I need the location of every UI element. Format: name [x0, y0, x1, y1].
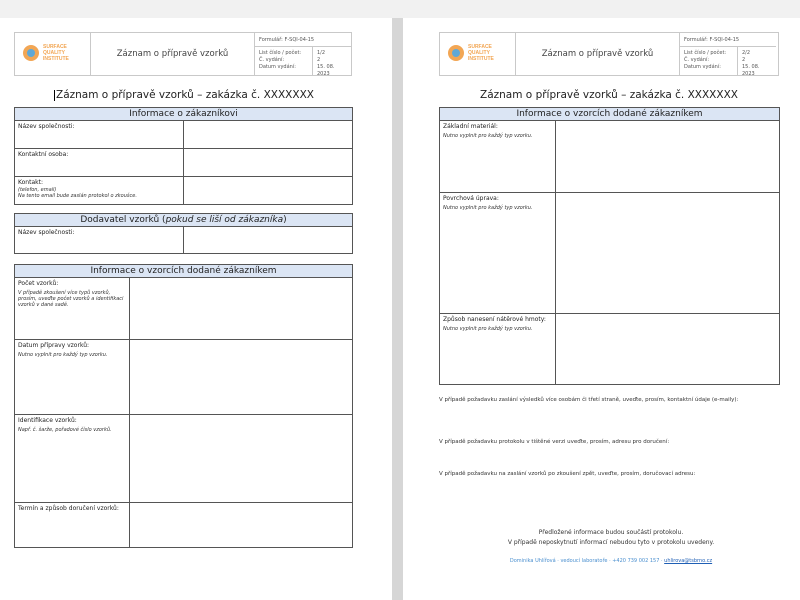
supplier-table	[14, 213, 353, 254]
meta-keys: List číslo / počet: Č. vydání: Datum vydání:	[255, 47, 313, 75]
surface-treatment-label: Povrchová úprava:	[443, 195, 499, 202]
table-row[interactable]	[440, 121, 779, 193]
samples-table-p2	[439, 107, 780, 385]
coating-method-label: Způsob nanesení nátěrové hmoty:	[443, 316, 546, 323]
page-header	[439, 32, 779, 76]
header-meta	[680, 33, 776, 75]
contact-label: Kontakt:	[18, 179, 43, 186]
footer-line-2: V případě neposkytnutí informací nebudou tyto v protokolu uvedeny.	[507, 539, 715, 546]
table-row[interactable]	[440, 193, 779, 314]
document-title: Záznam o přípravě vzorků – zakázka č. XXXXXXX	[480, 89, 738, 101]
samples-table-heading: Informace o vzorcích dodané zákazníkem	[440, 108, 779, 121]
table-row[interactable]	[15, 121, 352, 149]
samples-table-heading: Informace o vzorcích dodané zákazníkem	[15, 265, 352, 278]
base-material-note: Nutno vyplnit pro každý typ vzorku.	[443, 133, 533, 139]
logo-text: SURFACE QUALITY INSTITUTE	[468, 44, 494, 62]
customer-table-heading: Informace o zákazníkovi	[15, 108, 352, 121]
table-row[interactable]	[15, 415, 352, 503]
surface-treatment-note: Nutno vyplnit pro každý typ vzorku.	[443, 205, 533, 211]
base-material-label: Základní materiál:	[443, 123, 498, 130]
printed-protocol-paragraph: V případě požadavku protokolu v tištěné verzi uveďte, prosím, adresu pro doručení:	[439, 439, 670, 445]
contact-note: (telefon, email)	[18, 187, 57, 193]
delivery-label: Termín a způsob doručení vzorků:	[18, 505, 119, 512]
header-title: Záznam o přípravě vzorků	[516, 33, 680, 75]
document-title[interactable]: Záznam o přípravě vzorků – zakázka č. XXXXXXX	[56, 89, 314, 101]
institute-logo	[440, 33, 516, 75]
prep-date-label: Datum přípravy vzorků:	[18, 342, 90, 349]
prep-date-note: Nutno vyplnit pro každý typ vzorku.	[18, 352, 108, 358]
form-code: Formulář: F-SQI-04-15	[255, 33, 351, 47]
contact-line	[439, 558, 783, 564]
company-name-label: Název společnosti:	[18, 123, 75, 130]
header-meta	[255, 33, 351, 75]
table-row[interactable]	[15, 149, 352, 177]
coating-method-note: Nutno vyplnit pro každý typ vzorku.	[443, 326, 533, 332]
sample-count-label: Počet vzorků:	[18, 280, 59, 287]
footer-note	[439, 528, 783, 548]
contact-info: Dominika Uhlířová · vedoucí laboratoře · +420 739 002 157 ·	[509, 558, 665, 564]
contact-email-link[interactable]: uhlirova@tsbrno.cz	[664, 558, 713, 564]
institute-logo	[15, 33, 91, 75]
text-cursor	[54, 90, 55, 101]
table-row[interactable]	[440, 314, 779, 384]
identification-note: Např. č. šarže, pořadové číslo vzorků.	[18, 427, 112, 433]
return-samples-paragraph: V případě požadavku na zaslání vzorků po zkoušení zpět, uveďte, prosím, doručovací adresu:	[439, 471, 696, 477]
table-row[interactable]	[15, 227, 352, 253]
supplier-table-heading: Dodavatel vzorků (pokud se liší od zákazníka)	[15, 214, 352, 227]
footer-line-1: Předložené informace budou součástí protokolu.	[538, 529, 684, 536]
page-2	[403, 18, 800, 600]
table-row[interactable]	[15, 177, 352, 204]
page-header	[14, 32, 352, 76]
page-1	[0, 18, 392, 600]
identification-label: Identifikace vzorků:	[18, 417, 77, 424]
results-recipients-paragraph: V případě požadavku zaslání výsledků více osobám či třetí straně, uveďte, prosím, kontaktní údaje (e-maily):	[439, 397, 739, 403]
meta-values: 2/2 2 15. 08. 2023	[742, 50, 760, 77]
logo-mark-icon	[448, 45, 464, 61]
logo-text: SURFACE QUALITY INSTITUTE	[43, 44, 69, 62]
supplier-name-label: Název společnosti:	[18, 229, 75, 236]
contact-email-note: Na tento email bude zaslán protokol o zkoušce.	[18, 193, 137, 199]
meta-keys: List číslo / počet: Č. vydání: Datum vydání:	[680, 47, 738, 75]
form-code: Formulář: F-SQI-04-15	[680, 33, 776, 47]
meta-values: 1/2 2 15. 08. 2023	[317, 50, 335, 77]
samples-table-p1	[14, 264, 353, 548]
contact-person-label: Kontaktní osoba:	[18, 151, 69, 158]
page-gap	[392, 18, 403, 600]
logo-mark-icon	[23, 45, 39, 61]
sample-count-note: V případě zkoušení více typů vzorků, prosím, uveďte počet vzorků a identifikaci vzorků v dané sadě.	[18, 290, 124, 308]
header-title: Záznam o přípravě vzorků	[91, 33, 255, 75]
table-row[interactable]	[15, 503, 352, 547]
table-row[interactable]	[15, 278, 352, 340]
table-row[interactable]	[15, 340, 352, 415]
customer-info-table	[14, 107, 353, 205]
